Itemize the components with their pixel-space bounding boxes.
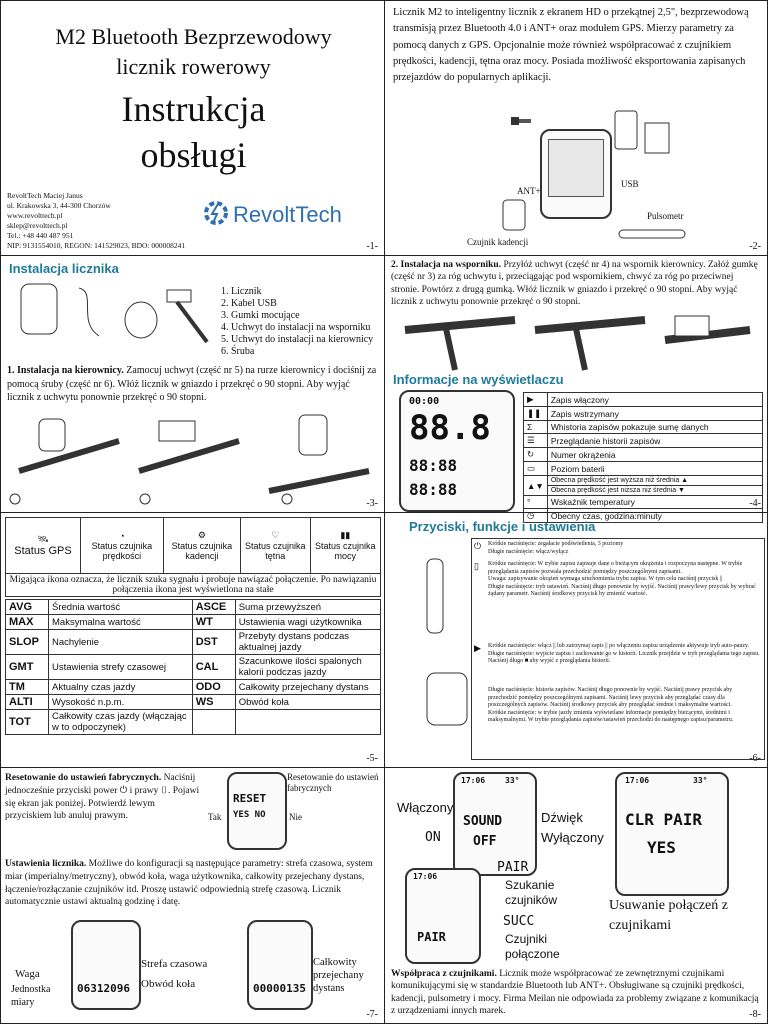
page-5 bbox=[0, 512, 385, 768]
page-number: -7- bbox=[366, 1009, 378, 1020]
power-status-cell bbox=[310, 518, 380, 574]
desc-line: Długie naciśnięcie: włącz/wyłącz bbox=[488, 548, 569, 555]
page-number: -6- bbox=[749, 753, 761, 764]
pause-icon: ❚❚ bbox=[524, 407, 548, 421]
company-ids: NIP: 9131554010, REGON: 141529023, BDO: 000008241 bbox=[7, 241, 186, 250]
abbr-code: WT bbox=[192, 615, 235, 630]
lcd-temp: 33° bbox=[505, 776, 520, 785]
weight-label: Waga bbox=[15, 968, 40, 980]
reset-lcd bbox=[227, 772, 287, 850]
handlebar-install-text bbox=[7, 364, 379, 405]
sigma-icon: Σ bbox=[524, 421, 548, 434]
abbr-meaning: Szacunkowe ilości spalonych kalorii podczas jazdy bbox=[235, 655, 380, 680]
off-label: Wyłączony bbox=[541, 830, 604, 845]
abbr-code: ODO bbox=[192, 680, 235, 695]
yes-label: Tak bbox=[208, 812, 222, 822]
abbr-row bbox=[6, 630, 381, 655]
no-label: Nie bbox=[289, 812, 302, 822]
ant-label: ANT+ bbox=[517, 186, 541, 196]
yes-lcd-line: YES bbox=[647, 838, 676, 857]
abbr-meaning bbox=[235, 710, 380, 735]
reset-text bbox=[5, 772, 201, 823]
part-3: 3. Gumki mocujące bbox=[221, 310, 300, 321]
wheel-label: Obwód koła bbox=[141, 978, 196, 990]
page-6 bbox=[384, 512, 768, 768]
page-number: -4- bbox=[749, 498, 761, 509]
abbr-code: TM bbox=[6, 680, 49, 695]
legend-item: Wskaźnik temperatury bbox=[547, 496, 762, 509]
status-note: Migająca ikona oznacza, że licznik szuka sygnału i probuje nawiązać połączenie. Po nawiązaniu połączenia ikona jest wyświetlona na stałe bbox=[6, 574, 381, 597]
settings-body: Możliwe do konfiguracji są następujące parametry: strefa czasowa, system miar (imperialny/metryczny), obwód koła, waga użytkownika, całkowity przejechany dystans, łączenie/rozłączanie czujników itd. Proszę ustawić odpowiednią strefę czasową. Licznik automatycznie ustawi aktualną godzinę i datę. bbox=[5, 859, 373, 908]
legend-item: Whistoria zapisów pokazuje sumę danych bbox=[547, 421, 762, 434]
handlebar-install-lead: 1. Instalacja na kierownicy. bbox=[7, 365, 124, 376]
abbr-meaning: Średnia wartość bbox=[49, 600, 193, 615]
lcd-speed: 88.8 bbox=[409, 408, 491, 448]
power-button-desc bbox=[488, 541, 760, 556]
lap-button-desc bbox=[488, 561, 760, 599]
abbr-row bbox=[6, 655, 381, 680]
section-title: Informacje na wyświetlaczu bbox=[393, 372, 564, 387]
legend-item: Obecny czas, godzina:minuty bbox=[547, 509, 762, 523]
section-title: Przyciski, funkcje i ustawienia bbox=[409, 519, 596, 534]
unit-label: Jednostka miary bbox=[11, 984, 51, 1008]
settings-lead: Ustawienia licznika. bbox=[5, 859, 87, 869]
abbr-row bbox=[6, 695, 381, 710]
heart-icon: ♡ bbox=[271, 530, 280, 540]
cadence-sensor-icon bbox=[499, 196, 533, 236]
page-number: -1- bbox=[366, 241, 378, 252]
stem-install-text bbox=[391, 259, 763, 308]
abbreviation-table bbox=[5, 599, 381, 735]
lcd-display-diagram bbox=[399, 390, 515, 512]
abbr-meaning: Całkowity przejechany dystans bbox=[235, 680, 380, 695]
sensors-body: Licznik może współpracować ze zewnętrznymi czujnikami komunikującymi się w standardzie Bluetooth lub ANT+. Obsługiwane są czujniki prędkości, kadencji, pulsometry i mocy. Firma Meilan nie odpowiada za problemy związane z komunikacją z urządzeniami innych marek. bbox=[391, 969, 759, 1017]
power-icon: ▮▮ bbox=[340, 530, 351, 540]
abbr-code: WS bbox=[192, 695, 235, 710]
legend-item: Przeglądanie historii zapisów bbox=[547, 434, 762, 448]
speed-status-cell bbox=[81, 518, 164, 574]
legend-item: Poziom baterii bbox=[547, 462, 762, 476]
sound-label: Dźwięk bbox=[541, 810, 583, 825]
device-front-illustration bbox=[425, 671, 471, 729]
page-8 bbox=[384, 767, 768, 1024]
timezone-label: Strefa czasowa bbox=[141, 958, 208, 970]
company-name: RevoltTech Maciej Janus bbox=[7, 191, 83, 200]
abbr-code: AVG bbox=[6, 600, 49, 615]
desc-line: Krótkie naciśnięcie: włącz || lub zatrzymaj zapis || po włączeniu zapisu urządzenie aktywuje tryb auto-pauzy. bbox=[488, 643, 750, 649]
on-label: Włączony bbox=[397, 800, 454, 815]
section-title: Instalacja licznika bbox=[9, 261, 119, 276]
sound-lcd-line: SOUND bbox=[463, 814, 503, 829]
device-illustration bbox=[540, 129, 612, 219]
handlebar-install-steps bbox=[9, 411, 377, 503]
lcd-time: 17:06 bbox=[461, 776, 486, 785]
settings-lcd-2-value: 00000135 bbox=[253, 982, 306, 995]
logo-text: RevoltTech bbox=[233, 202, 342, 227]
sensors-lead: Współpraca z czujnikami. bbox=[391, 969, 497, 979]
legend-item: Numer okrążenia bbox=[547, 448, 762, 462]
lcd-temp: 33° bbox=[693, 776, 708, 785]
abbr-meaning: Ustawienia wagi użytkownika bbox=[235, 615, 380, 630]
legend-item: Obecna prędkość jest wyższa niż średnia ▲ bbox=[547, 476, 762, 486]
desc-line: Krótkie naciśnięcie: zegałacie podświetlenia, 3 poziomy bbox=[488, 541, 624, 547]
device-side-illustration bbox=[425, 557, 447, 637]
lcd-field-2: 88:88 bbox=[409, 480, 458, 499]
lcd-field-1: 88:88 bbox=[409, 456, 458, 475]
abbr-meaning: Przebyty dystans podczas aktualnej jazdy bbox=[235, 630, 380, 655]
cadence-status-cell bbox=[163, 518, 240, 574]
part-6: 6. Śruba bbox=[221, 346, 255, 357]
page-1 bbox=[0, 0, 385, 256]
computer-icon bbox=[643, 121, 673, 161]
speed-status-label: Status czujnika prędkości bbox=[91, 540, 153, 561]
settings-lcd-1 bbox=[71, 920, 141, 1010]
abbr-meaning: Wysokość n.p.m. bbox=[49, 695, 193, 710]
page-number: -5- bbox=[366, 753, 378, 764]
abbr-code bbox=[192, 710, 235, 735]
abbr-meaning: Aktualny czas jazdy bbox=[49, 680, 193, 695]
abbr-meaning: Obwód koła bbox=[235, 695, 380, 710]
page-number: -3- bbox=[366, 498, 378, 509]
sensors-text bbox=[391, 968, 763, 1017]
page-number: -2- bbox=[749, 241, 761, 252]
clear-pair-lcd-line: CLR PAIR bbox=[625, 810, 703, 829]
thermometer-icon: ° bbox=[524, 496, 548, 509]
desc-line: Krótkie naciśnięcie: w trybie jazdy zmienia wyświetlane informacje pomiędzy bieżącymi, średnimi i maksymalnymi. W trybie przeglądania zapisów/ustawień przechodzi do następnego zapisu/parametru. bbox=[488, 709, 734, 723]
desc-line: Długie naciśnięcie: wyjście zapisu i zachowanie go w historii. Licznik przejdzie w tryb przeglądania tego zapisu. Naciśnij długo ■ aby wyjść z przeglądania historii. bbox=[488, 650, 760, 664]
cadence-label: Czujnik kadencji bbox=[467, 237, 529, 247]
legend-item: Zapis włączony bbox=[547, 393, 762, 407]
kit-parts-illustration bbox=[17, 282, 213, 352]
part-2: 2. Kabel USB bbox=[221, 298, 277, 309]
clear-pair-lcd bbox=[615, 772, 729, 896]
pair-lcd-line: PAIR bbox=[417, 930, 446, 944]
abbr-row bbox=[6, 600, 381, 615]
satellite-icon: 🛰 bbox=[37, 534, 49, 544]
abbr-code: SLOP bbox=[6, 630, 49, 655]
history-icon: ☰ bbox=[524, 434, 548, 448]
company-email: sklep@revolttech.pl bbox=[7, 221, 68, 230]
heart-status-cell bbox=[240, 518, 310, 574]
desc-line: Długie naciśnięcie: tryb ustawień. Naciśnij długo ponownie by wyjść. Naciśnij prawy/lewy przycisk by wybrać żądany parametr. Naciśnij środkowy przycisk by zmienić wartość. bbox=[488, 583, 756, 597]
company-phone: Tel.: +48 440 487 951 bbox=[7, 231, 74, 240]
speed-compare-icon: ▲▼ bbox=[524, 476, 548, 496]
page-button-desc bbox=[488, 687, 760, 725]
button-table bbox=[471, 538, 765, 760]
on-value: ON bbox=[425, 830, 441, 845]
page-number: -8- bbox=[749, 1009, 761, 1020]
connected-label: Czujniki połączone bbox=[505, 932, 560, 961]
page-2 bbox=[384, 0, 768, 256]
pair-value: PAIR bbox=[497, 860, 529, 875]
gear-logo-icon bbox=[201, 199, 231, 227]
abbr-code: GMT bbox=[6, 655, 49, 680]
desc-line: Długie naciśnięcie: historia zapisów. Naciśnij długo ponownie by wyjść. Naciśnij prawy przycisk aby przechodzić pomiędzy poszczególnymi zapisami. Naciśnij lewy przycisk aby przeglądać czasy dla poszczególnych zapisów. Naciśnij środkowy przycisk aby przeglądać średnie i maksymalne wartości. bbox=[488, 687, 733, 708]
part-5: 5. Uchwyt do instalacji na kierownicy bbox=[221, 334, 374, 345]
abbr-code: ASCE bbox=[192, 600, 235, 615]
abbr-row bbox=[6, 680, 381, 695]
abbr-code: TOT bbox=[6, 710, 49, 735]
battery-icon: ▭ bbox=[524, 462, 548, 476]
off-lcd-line: OFF bbox=[473, 834, 497, 849]
title-line-1: M2 Bluetooth Bezprzewodowy bbox=[55, 24, 332, 49]
searching-label: Szukanie czujników bbox=[505, 878, 558, 907]
power-button-icon: ⏻ bbox=[474, 541, 482, 551]
abbr-meaning: Ustawienia strefy czasowej bbox=[49, 655, 193, 680]
page-3 bbox=[0, 255, 385, 513]
lap-icon: ↻ bbox=[524, 448, 548, 462]
page-4 bbox=[384, 255, 768, 521]
record-button-desc bbox=[488, 643, 760, 666]
stem-install-lead: 2. Instalacja na wsporniku. bbox=[391, 260, 502, 270]
company-address: ul. Krakowska 3, 44-300 Chorzów bbox=[7, 201, 111, 210]
heart-status-label: Status czujnika tętna bbox=[244, 541, 306, 561]
lcd-time: 00:00 bbox=[409, 396, 440, 407]
abbr-code: DST bbox=[192, 630, 235, 655]
stem-install-steps bbox=[395, 310, 755, 372]
power-status-label: Status czujnika mocy bbox=[315, 541, 376, 561]
settings-lcd-1-value: 06312096 bbox=[77, 982, 130, 995]
record-icon: ▶ bbox=[524, 393, 548, 407]
title-line-3: Instrukcja bbox=[121, 89, 266, 129]
stem-install-body: Przyłóż uchwyt (część nr 4) na wspornik kierownicy. Załóż gumkę (część nr 3) za róg uchwytu i, przeciągając pod wspornikiem, chwyć za róg po przeciwnej stronie. Powtórz z drugą gumką. Włóż licznik w gniazdo i przekręć o 90 stopni. Aby wyjąć licznik z uchwytu ponownie przekręć o 90 stopni. bbox=[391, 260, 758, 308]
handlebar-install-body: Zamocuj uchwyt (część nr 5) na rurze kierownicy i dociśnij za pomocą śruby (część nr 6). Włóż licznik w gniazdo i przekręć o 90 stopni. Aby wyjąć licznik z uchwytu ponownie przekręć o 90 stopni. bbox=[7, 365, 377, 403]
abbr-row bbox=[6, 710, 381, 735]
title-line-4: obsługi bbox=[140, 135, 247, 175]
abbr-code: ALTI bbox=[6, 695, 49, 710]
abbr-meaning: Całkowity czas jazdy (włączając w to odpoczynek) bbox=[49, 710, 193, 735]
lcd-time: 17:06 bbox=[413, 872, 438, 881]
abbr-meaning: Maksymalna wartość bbox=[49, 615, 193, 630]
pulsometer-label: Pulsometr bbox=[647, 211, 684, 221]
part-1: 1. Licznik bbox=[221, 286, 262, 297]
cadence-icon: ⚙ bbox=[197, 530, 206, 540]
desc-line: Uwaga: zapisywanie okrążeń wymaga uruchomienia trybu zapisu. W tym celu naciśnij przycisk || bbox=[488, 576, 723, 582]
gps-status-label: Status GPS bbox=[14, 545, 72, 557]
total-distance-label: Całkowity przejechany dystans bbox=[313, 957, 364, 995]
record-button-icon: ▶ bbox=[474, 643, 481, 653]
lcd-time: 17:06 bbox=[625, 776, 650, 785]
intro-text: Licznik M2 to inteligentny licznik z ekranem HD o przekątnej 2,5", bezprzewodową transmisją przez Bluetooth 4.0 i ANT+ oraz modułem GPS. Mierzy parametry za pomocą danych z GPS. Opcjonalnie może również współpracować z czujnikiem prędkości, kadencji, tętna oraz mocy. Posiada możliwość eksportowania zapisanych przejazdów do popularnych aplikacji. bbox=[393, 7, 749, 84]
reset-lcd-line1: RESET bbox=[233, 792, 267, 805]
reset-body: Naciśnij jednocześnie przyciski power ⏻ i prawy ▯. Pojawi się ekran jak poniżej. Potwierdź lewym przyciskiem lub anuluj prawym. bbox=[5, 773, 200, 822]
page-7 bbox=[0, 767, 385, 1024]
settings-lcd-2 bbox=[247, 920, 313, 1010]
heart-rate-strap-icon bbox=[617, 226, 687, 242]
desc-line: Krótkie naciśnięcie: W trybie zapisu zapisuje dane o bieżącym okrążeniu i rozpoczyna następne. W trybie przeglądania zapisów pozwala przechodzić pomiędzy poszczególnymi zapisami. bbox=[488, 561, 743, 575]
clock-icon: ◷ bbox=[524, 509, 548, 523]
abbr-code: CAL bbox=[192, 655, 235, 680]
usb-label: USB bbox=[621, 179, 639, 189]
clear-pair-caption: Usuwanie połączeń z czujnikami bbox=[609, 898, 728, 933]
sensor-status-table bbox=[5, 517, 381, 597]
pairing-lcd bbox=[405, 868, 481, 964]
settings-text bbox=[5, 858, 381, 909]
speedometer-icon: ◔ bbox=[119, 530, 125, 541]
abbr-code: MAX bbox=[6, 615, 49, 630]
legend-item: Obecna prędkość jest niższa niż średnia ▼ bbox=[547, 486, 762, 496]
cadence-status-label: Status czujnika kadencji bbox=[171, 541, 233, 561]
satellite-icon bbox=[507, 111, 535, 133]
lap-button-icon: ▯ bbox=[474, 561, 479, 571]
legend-item: Zapis wstrzymany bbox=[547, 407, 762, 421]
succ-value: SUCC bbox=[503, 914, 535, 929]
abbr-row bbox=[6, 615, 381, 630]
part-4: 4. Uchwyt do instalacji na wsporniku bbox=[221, 322, 371, 333]
reset-lead: Resetowanie do ustawień fabrycznych. bbox=[5, 773, 162, 783]
abbr-meaning: Suma przewyższeń bbox=[235, 600, 380, 615]
company-website: www.revolttech.pl bbox=[7, 211, 63, 220]
display-legend-table bbox=[523, 392, 763, 523]
gps-status-cell bbox=[6, 518, 81, 574]
abbr-meaning: Nachylenie bbox=[49, 630, 193, 655]
title-line-2: licznik rowerowy bbox=[116, 54, 271, 79]
reset-lcd-line2: YES NO bbox=[233, 810, 266, 820]
reset-caption: Resetowanie do ustawień fabrycznych bbox=[287, 772, 379, 794]
phone-icon bbox=[613, 109, 643, 153]
